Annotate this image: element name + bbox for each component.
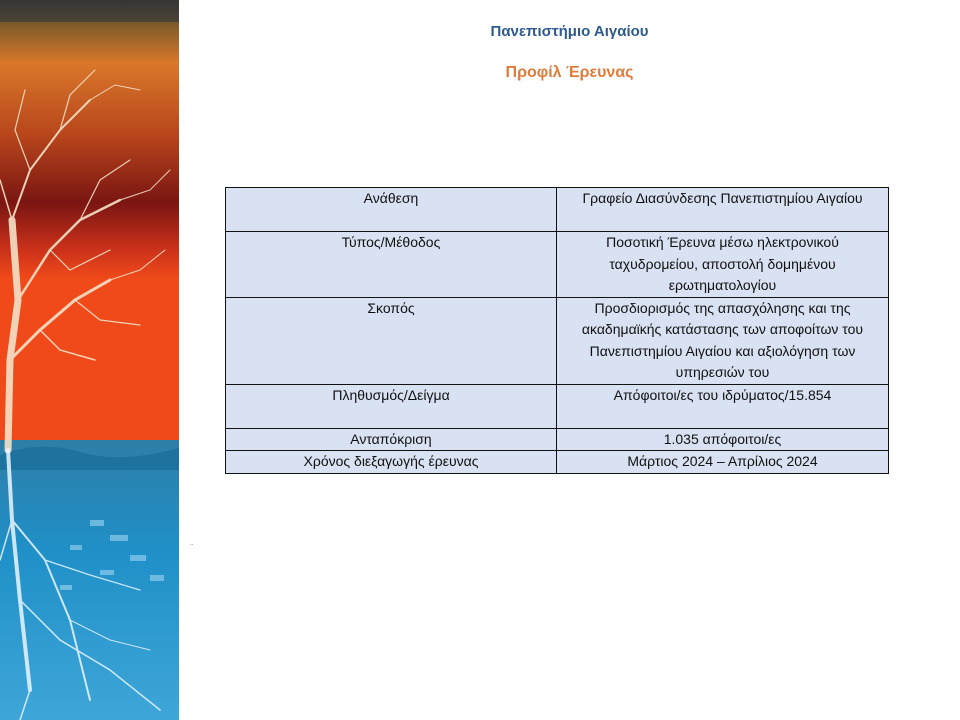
row-label: Ανταπόκριση bbox=[226, 428, 557, 451]
table-row bbox=[226, 428, 889, 451]
row-value: Απόφοιτοι/ες του ιδρύματος/15.854 bbox=[557, 384, 889, 428]
table-row bbox=[226, 451, 889, 474]
row-value: Μάρτιος 2024 – Απρίλιος 2024 bbox=[557, 451, 889, 474]
row-value: Γραφείο Διασύνδεσης Πανεπιστημίου Αιγαίου bbox=[557, 188, 889, 232]
row-label: Πληθυσμός/Δείγμα bbox=[226, 384, 557, 428]
row-label: Χρόνος διεξαγωγής έρευνας bbox=[226, 451, 557, 474]
row-label: Τύπος/Μέθοδος bbox=[226, 232, 557, 298]
row-value: Προσδιορισμός της απασχόλησης και της ακαδημαϊκής κατάστασης των αποφοίτων του Πανεπιστημίου Αιγαίου και αξιολόγηση των υπηρεσιών του bbox=[557, 297, 889, 384]
page-title: Πανεπιστήμιο Αιγαίου bbox=[490, 23, 649, 40]
table-row bbox=[226, 188, 889, 232]
page-subtitle: Προφίλ Έρευνας bbox=[505, 64, 634, 81]
row-value: Ποσοτική Έρευνα μέσω ηλεκτρονικού ταχυδρομείου, αποστολή δομημένου ερωτηματολογίου bbox=[557, 232, 889, 298]
table-row bbox=[226, 232, 889, 298]
table-row bbox=[226, 297, 889, 384]
survey-profile-table bbox=[225, 187, 889, 474]
decorative-tree-banner bbox=[0, 0, 179, 720]
footer-mark: .. bbox=[190, 541, 194, 547]
row-label: Σκοπός bbox=[226, 297, 557, 384]
table-row bbox=[226, 384, 889, 428]
tree-illustration bbox=[0, 0, 179, 720]
row-label: Ανάθεση bbox=[226, 188, 557, 232]
row-value: 1.035 απόφοιτοι/ες bbox=[557, 428, 889, 451]
